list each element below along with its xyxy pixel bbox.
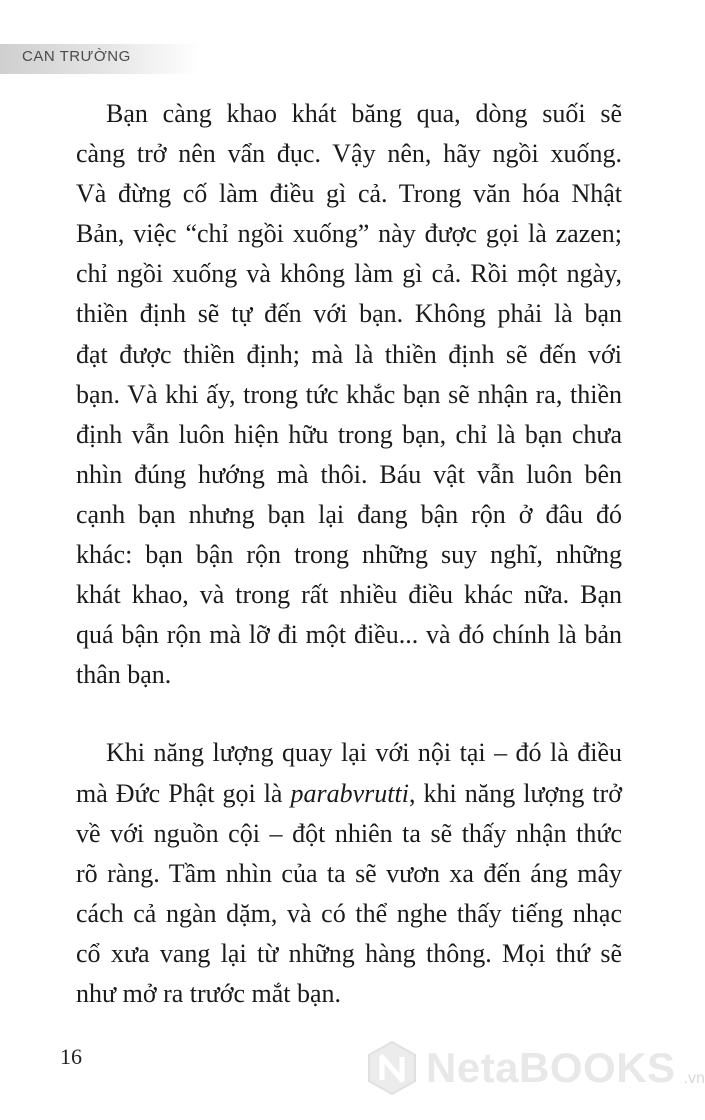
text-line: cách cả ngàn dặm, và có thể nghe thấy tiếng nhạc xyxy=(76,898,622,928)
text-line: định vẫn luôn hiện hữu trong bạn, chỉ là bạn chưa xyxy=(76,419,622,449)
text-line: đạt được thiền định; mà là thiền định sẽ đến với xyxy=(76,339,622,369)
netabooks-watermark xyxy=(366,1040,705,1096)
text-line: về với nguồn cội – đột nhiên ta sẽ thấy nhận thức xyxy=(76,818,622,848)
text-line: càng trở nên vẩn đục. Vậy nên, hãy ngồi xuống. xyxy=(76,139,622,169)
text-line xyxy=(76,774,622,814)
text-line: thân bạn. xyxy=(76,660,172,690)
text-line: Và đừng cố làm điều gì cả. Trong văn hóa Nhật xyxy=(76,179,622,209)
page-number: 16 xyxy=(60,1044,82,1069)
watermark-text: NetaBOOKS xyxy=(426,1044,676,1091)
text-line: bạn. Và khi ấy, trong tức khắc bạn sẽ nhận ra, thiền xyxy=(76,379,622,409)
paragraph-gap xyxy=(76,695,622,733)
text-line: khác: bạn bận rộn trong những suy nghĩ, những xyxy=(76,540,622,570)
paragraph-2 xyxy=(76,733,622,1014)
italic-term: parabvrutti xyxy=(290,778,409,808)
text-line: cổ xưa vang lại từ những hàng thông. Mọi thứ sẽ xyxy=(76,938,622,968)
text-line: cạnh bạn nhưng bạn lại đang bận rộn ở đâu đó xyxy=(76,499,622,529)
paragraph-1 xyxy=(76,94,622,695)
text-line: Khi năng lượng quay lại với nội tại – đó là điều xyxy=(106,738,622,768)
text-line: nhìn đúng hướng mà thôi. Báu vật vẫn luôn bên xyxy=(76,459,622,489)
text-line: chỉ ngồi xuống và không làm gì cả. Rồi một ngày, xyxy=(76,259,622,289)
netabooks-logo-icon xyxy=(366,1040,418,1096)
watermark-suffix: .vn xyxy=(683,1070,705,1087)
text-line: quá bận rộn mà lỡ đi một điều... và đó chính là bản xyxy=(76,620,622,650)
text-line: thiền định sẽ tự đến với bạn. Không phải là bạn xyxy=(76,299,622,329)
running-head: CAN TRƯỜNG xyxy=(22,48,131,65)
text-line: khát khao, và trong rất nhiều điều khác nữa. Bạn xyxy=(76,580,622,610)
text-run: mà Đức Phật gọi là xyxy=(76,778,291,808)
body-text xyxy=(76,94,622,1014)
text-line: như mở ra trước mắt bạn. xyxy=(76,978,342,1008)
text-run: , khi năng lượng trở xyxy=(408,778,622,808)
text-line: rõ ràng. Tầm nhìn của ta sẽ vươn xa đến áng mây xyxy=(76,858,622,888)
text-line: Bạn càng khao khát băng qua, dòng suối sẽ xyxy=(106,99,622,128)
text-line: Bản, việc “chỉ ngồi xuống” này được gọi là zazen; xyxy=(76,219,622,249)
